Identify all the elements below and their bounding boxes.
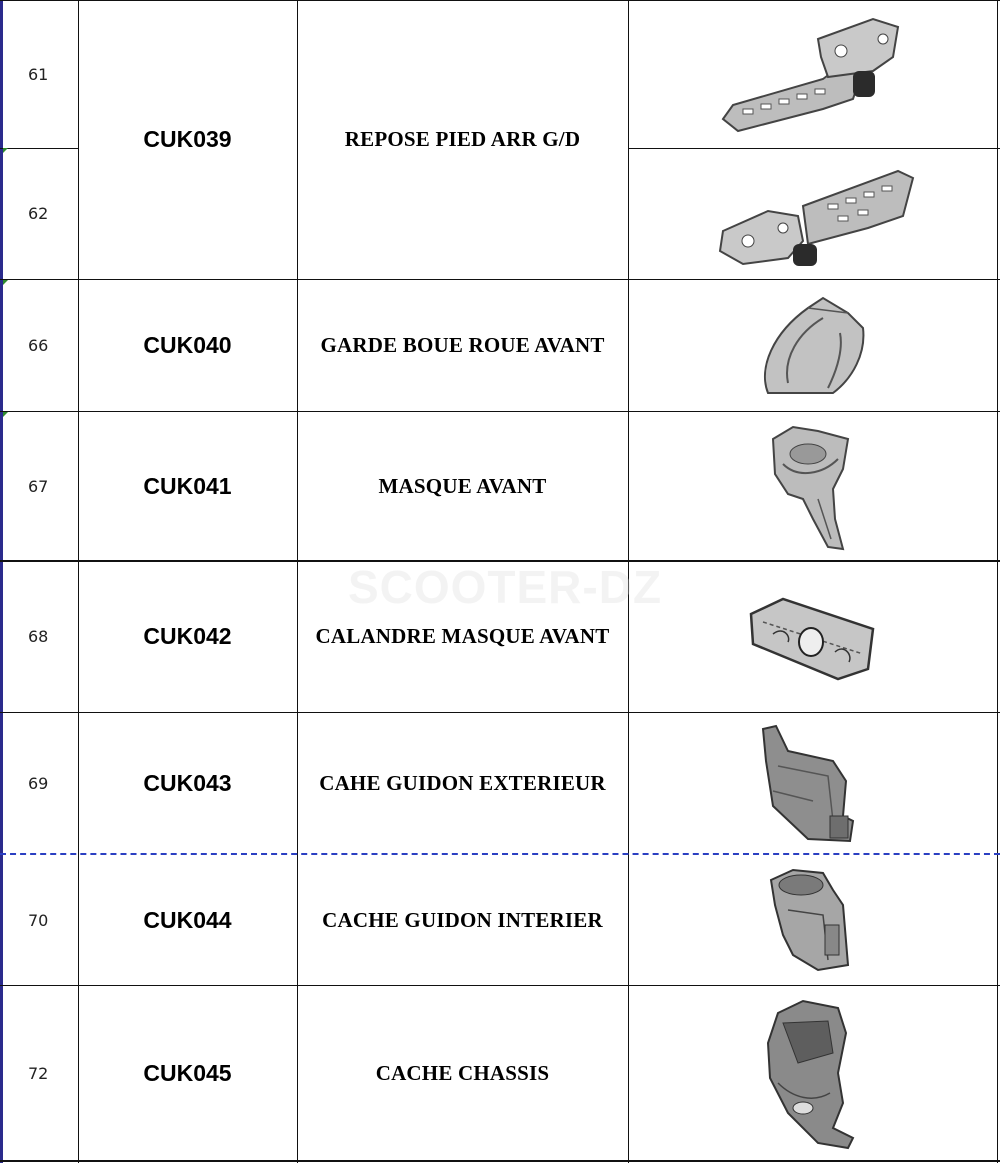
row-number: 69	[28, 773, 49, 793]
part-description: CACHE CHASSIS	[375, 1060, 550, 1085]
part-code: CUK041	[143, 472, 232, 499]
part-description: CAHE GUIDON EXTERIEUR	[319, 770, 606, 795]
part-code: CUK044	[143, 906, 232, 933]
part-description: CACHE GUIDON INTERIER	[322, 907, 603, 932]
handlebar-cover-outer-icon	[628, 712, 997, 854]
chassis-cover-icon	[628, 985, 997, 1161]
row-number: 70	[28, 910, 49, 930]
part-code: CUK043	[143, 769, 232, 796]
row-number: 62	[28, 204, 49, 223]
row-number: 68	[28, 627, 49, 646]
front-grille-icon	[628, 561, 997, 712]
part-description: MASQUE AVANT	[378, 473, 547, 498]
part-description: REPOSE PIED ARR G/D	[344, 127, 581, 151]
front-mask-icon	[628, 411, 997, 561]
handlebar-cover-inner-icon	[628, 855, 997, 985]
front-mudguard-icon	[628, 279, 997, 411]
row-number: 61	[28, 64, 49, 84]
part-code: CUK042	[143, 623, 232, 649]
column-divider	[997, 0, 998, 1163]
row-number: 66	[28, 335, 49, 355]
watermark: SCOOTER-DZ	[347, 561, 663, 613]
row-number: 67	[28, 476, 49, 496]
part-description: CALANDRE MASQUE AVANT	[315, 624, 610, 648]
part-code: CUK039	[143, 126, 232, 152]
footrest-left-icon	[628, 148, 997, 279]
part-description: GARDE BOUE ROUE AVANT	[320, 332, 605, 357]
row-number: 72	[28, 1063, 49, 1083]
part-code: CUK040	[143, 331, 232, 358]
footrest-right-icon	[628, 0, 997, 148]
part-code: CUK045	[143, 1059, 232, 1086]
